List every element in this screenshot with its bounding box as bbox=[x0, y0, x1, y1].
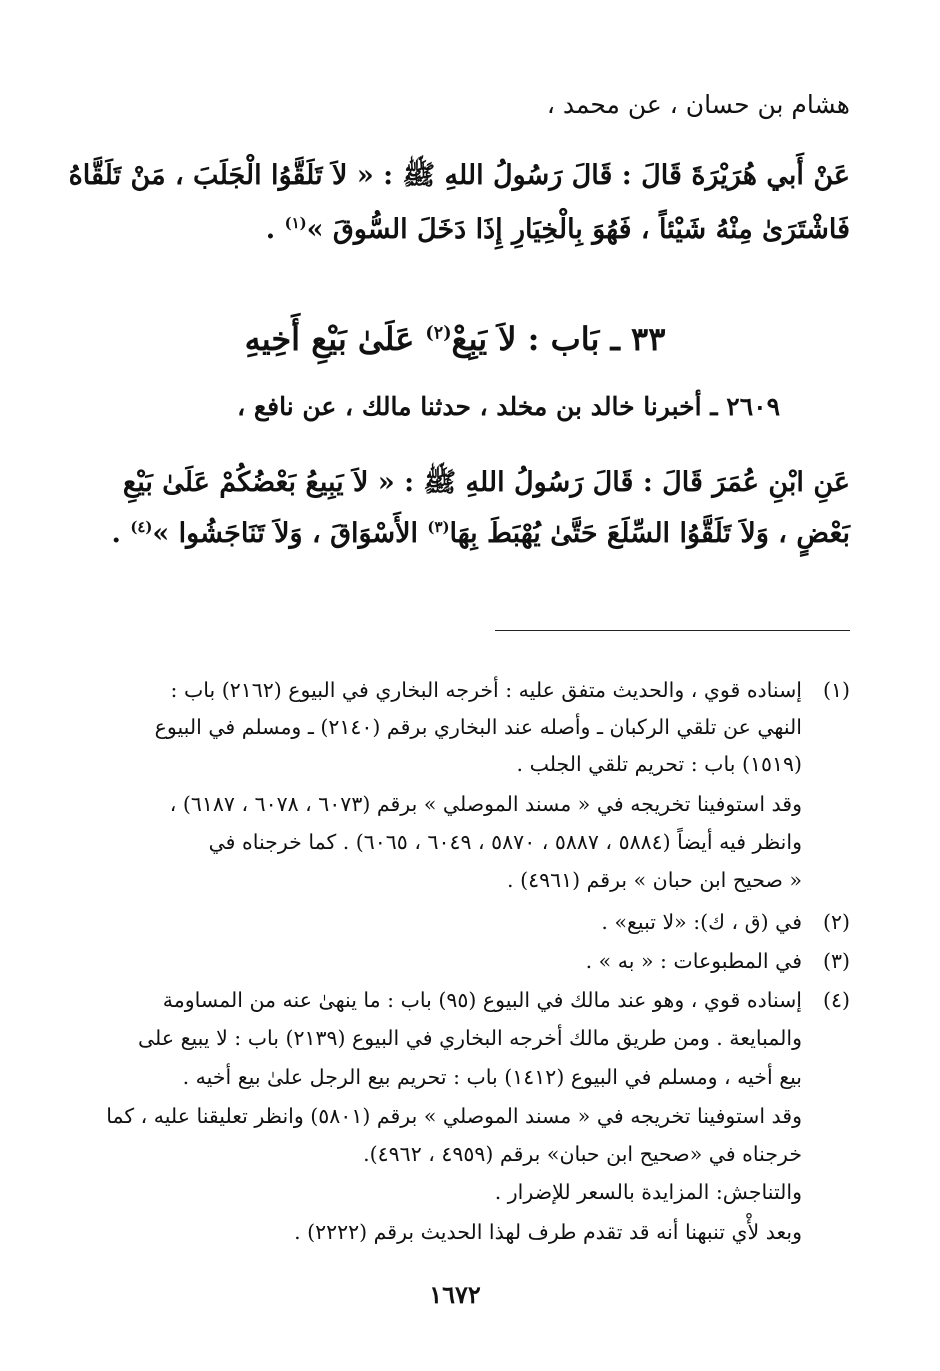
footnote-4-line: وقد استوفينا تخريجه في « مسند الموصلي » برقم (٥٨٠١) وانظر تعليقنا عليه ، كما bbox=[106, 1104, 802, 1128]
footnote-1-line: النهي عن تلقي الركبان ـ وأصله عند البخاري برقم (٢١٤٠) ـ ومسلم في البيوع bbox=[154, 715, 802, 739]
footnote-ref-1: (١) bbox=[284, 214, 307, 232]
footnote-ref-2: (٢) bbox=[425, 322, 452, 344]
footnote-ref-4: (٤) bbox=[130, 518, 153, 536]
hadith-2-line-2b: الأَسْوَاقَ ، وَلاَ تَنَاجَشُوا » bbox=[152, 518, 428, 549]
footnote-1-line: وانظر فيه أيضاً (٥٨٨٤ ، ٥٨٨٧ ، ٥٨٧٠ ، ٦٠٤٩ ، ٦٠٦٥) . كما خرجناه في bbox=[208, 830, 802, 854]
hadith-1-line-1: عَنْ أَبي هُرَيْرَةَ قَالَ : قَالَ رَسُولُ اللهِ ﷺ : « لاَ تَلَقَّوُا الْجَلَبَ ، مَنْ تَلَقَّاهُ bbox=[68, 160, 850, 191]
hadith-1-line-2-text: فَاشْتَرَىٰ مِنْهُ شَيْئاً ، فَهُوَ بِالْخِيَارِ إِذَا دَخَلَ السُّوقَ » bbox=[306, 214, 850, 245]
hadith-2-end: . bbox=[111, 518, 131, 549]
page-body bbox=[60, 70, 850, 1350]
footnote-1-line: إسناده قوي ، والحديث متفق عليه : أخرجه البخاري في البيوع (٢١٦٢) باب : bbox=[170, 678, 802, 702]
footnote-4-line: والتناجش: المزايدة بالسعر للإضرار . bbox=[494, 1180, 802, 1204]
intro-line: هشام بن حسان ، عن محمد ، bbox=[546, 90, 850, 119]
footnote-1-number: (١) bbox=[822, 678, 850, 702]
footnote-4-line: إسناده قوي ، وهو عند مالك في البيوع (٩٥) باب : ما ينهىٰ عنه من المساومة bbox=[162, 988, 802, 1012]
page-number: ١٦٧٢ bbox=[429, 1280, 481, 1309]
chapter-title: ٣٣ ـ بَاب : لاَ يَبِعْ bbox=[451, 320, 666, 358]
footnote-separator bbox=[495, 630, 850, 631]
footnote-ref-3: (٣) bbox=[427, 518, 450, 536]
footnote-4-line: والمبايعة . ومن طريق مالك أخرجه البخاري في البيوع (٢١٣٩) باب : لا يبيع على bbox=[137, 1026, 802, 1050]
footnote-1-line: « صحيح ابن حبان » برقم (٤٩٦١) . bbox=[507, 868, 802, 892]
footnote-1-line: وقد استوفينا تخريجه في « مسند الموصلي » برقم (٦٠٧٣ ، ٦٠٧٨ ، ٦١٨٧) ، bbox=[169, 792, 802, 816]
hadith-1-end: . bbox=[265, 214, 285, 245]
chapter-title-rest: عَلَىٰ بَيْعِ أَخِيهِ bbox=[244, 320, 426, 358]
footnote-4-line: وبعد لأْي تنبهنا أنه قد تقدم طرف لهذا الحديث برقم (٢٢٢٢) . bbox=[294, 1220, 802, 1244]
narration-line: ٢٦٠٩ ـ أخبرنا خالد بن مخلد ، حدثنا مالك ، عن نافع ، bbox=[237, 392, 780, 421]
footnote-2-text: في (ق ، ك): «لا تبيع» . bbox=[601, 910, 802, 934]
footnote-4-line: بيع أخيه ، ومسلم في البيوع (١٤١٢) باب : تحريم بيع الرجل علىٰ بيع أخيه . bbox=[182, 1065, 802, 1089]
hadith-2-line-2 bbox=[60, 518, 850, 549]
hadith-1-line-2 bbox=[60, 214, 850, 245]
footnote-2-number: (٢) bbox=[822, 910, 850, 934]
hadith-2-line-1: عَنِ ابْنِ عُمَرَ قَالَ : قَالَ رَسُولُ اللهِ ﷺ : « لاَ يَبِيعُ بَعْضُكُمْ عَلَىٰ بَيْعِ bbox=[122, 467, 850, 498]
footnote-3-text: في المطبوعات : « به » . bbox=[585, 949, 802, 973]
footnote-4-line: خرجناه في «صحيح ابن حبان» برقم (٤٩٥٩ ، ٤٩٦٢). bbox=[363, 1142, 802, 1166]
footnote-4-number: (٤) bbox=[822, 988, 850, 1012]
hadith-2-line-2a: بَعْضٍ ، وَلاَ تَلَقَّوُا السِّلَعَ حَتَّىٰ يُهْبَطَ بِهَا bbox=[449, 518, 850, 549]
footnote-3-number: (٣) bbox=[822, 949, 850, 973]
chapter-heading bbox=[60, 320, 850, 358]
footnote-1-line: (١٥١٩) باب : تحريم تلقي الجلب . bbox=[516, 752, 802, 776]
